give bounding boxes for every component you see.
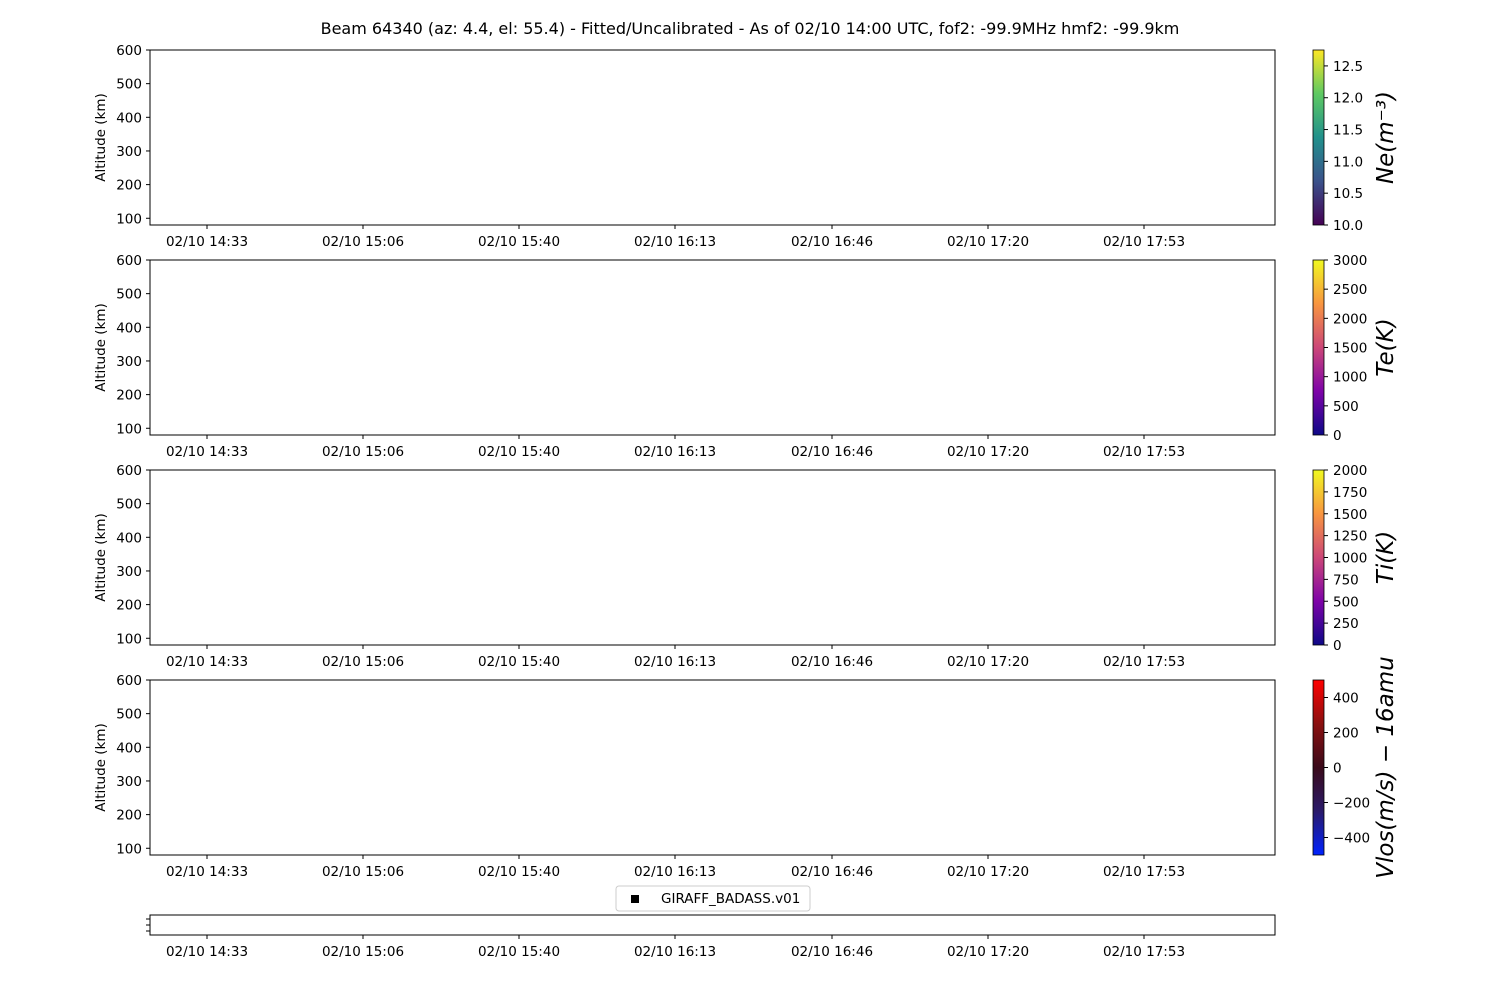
colorbar-tick-label: 12.5 <box>1333 58 1364 75</box>
y-tick-label: 100 <box>116 631 142 648</box>
colorbar-gradient <box>1313 50 1324 225</box>
colorbar-tick-label: −400 <box>1333 830 1371 847</box>
x-tick-label: 02/10 17:20 <box>946 234 1030 250</box>
x-tick-label: 02/10 15:06 <box>321 944 405 960</box>
y-tick-label: 100 <box>116 421 142 438</box>
colorbar-tick-label: 1250 <box>1333 528 1368 545</box>
bottom-strip-area <box>146 886 1275 960</box>
colorbar-tick-label: 200 <box>1333 725 1359 742</box>
colorbar-tick-label: 10.5 <box>1333 186 1364 203</box>
colorbar-tick-label: 500 <box>1333 594 1359 611</box>
colorbar-tick-label: 12.0 <box>1333 90 1364 107</box>
panel-1 <box>93 43 1399 250</box>
x-tick-label: 02/10 15:40 <box>477 654 561 670</box>
y-tick-label: 500 <box>116 706 142 723</box>
bottom-strip-axis <box>146 915 1275 960</box>
y-axis-label: Altitude (km) <box>93 303 109 392</box>
x-tick-label: 02/10 16:46 <box>790 864 874 880</box>
colorbar-tick-label: −200 <box>1333 795 1371 812</box>
x-tick-label: 02/10 14:33 <box>165 444 249 460</box>
x-tick-label: 02/10 14:33 <box>165 654 249 670</box>
x-tick-label: 02/10 17:20 <box>946 654 1030 670</box>
x-tick-label: 02/10 16:13 <box>633 654 717 670</box>
colorbar-label: Vlos(m/s) − 16amu <box>1373 656 1399 879</box>
colorbar-gradient <box>1313 680 1324 855</box>
x-tick-label: 02/10 15:40 <box>477 444 561 460</box>
colorbar-tick-label: 3000 <box>1333 253 1368 269</box>
colorbar-tick-label: 1500 <box>1333 340 1368 357</box>
colorbar <box>1313 656 1399 879</box>
x-tick-label: 02/10 14:33 <box>165 864 249 880</box>
colorbar-gradient <box>1313 470 1324 645</box>
x-tick-label: 02/10 15:06 <box>321 864 405 880</box>
plot-area <box>150 260 1275 435</box>
colorbar-tick-label: 500 <box>1333 398 1359 415</box>
x-tick-label: 02/10 17:53 <box>1102 654 1186 670</box>
colorbar-tick-label: 11.0 <box>1333 154 1364 171</box>
x-tick-label: 02/10 16:13 <box>633 864 717 880</box>
y-tick-label: 200 <box>116 177 142 194</box>
plot-area <box>150 470 1275 645</box>
colorbar <box>1313 253 1399 444</box>
y-axis-label: Altitude (km) <box>93 723 109 812</box>
y-tick-label: 200 <box>116 597 142 614</box>
colorbar-tick-label: 400 <box>1333 690 1359 707</box>
colorbar-tick-label: 1000 <box>1333 369 1368 386</box>
colorbar-label: Ti(K) <box>1373 530 1399 585</box>
x-tick-label: 02/10 17:20 <box>946 444 1030 460</box>
x-tick-label: 02/10 16:46 <box>790 944 874 960</box>
x-tick-label: 02/10 17:53 <box>1102 444 1186 460</box>
x-tick-label: 02/10 15:40 <box>477 864 561 880</box>
chart-title: Beam 64340 (az: 4.4, el: 55.4) - Fitted/Uncalibrated - As of 02/10 14:00 UTC, fof2: -99.9MHz hmf2: -99.9km <box>320 19 1180 38</box>
colorbar <box>1313 463 1399 654</box>
colorbar-tick-label: 2500 <box>1333 282 1368 299</box>
x-tick-label: 02/10 17:53 <box>1102 944 1186 960</box>
colorbar-tick-label: 750 <box>1333 572 1359 589</box>
y-axis-label: Altitude (km) <box>93 513 109 602</box>
panel-2 <box>93 253 1399 460</box>
y-tick-label: 400 <box>116 110 142 127</box>
y-tick-label: 100 <box>116 211 142 228</box>
x-tick-label: 02/10 15:40 <box>477 944 561 960</box>
panels <box>93 43 1399 880</box>
legend <box>616 886 810 911</box>
y-tick-label: 300 <box>116 563 142 580</box>
colorbar-tick-label: 1000 <box>1333 550 1368 567</box>
panel-3 <box>93 463 1399 670</box>
colorbar-gradient <box>1313 260 1324 435</box>
x-tick-label: 02/10 16:46 <box>790 654 874 670</box>
colorbar-tick-label: 0 <box>1333 760 1342 777</box>
colorbar-label: Te(K) <box>1373 318 1399 377</box>
plot-area <box>150 680 1275 855</box>
y-tick-label: 400 <box>116 740 142 757</box>
x-tick-label: 02/10 15:06 <box>321 234 405 250</box>
y-tick-label: 600 <box>116 463 142 479</box>
colorbar-tick-label: 0 <box>1333 428 1342 444</box>
y-tick-label: 600 <box>116 673 142 689</box>
y-tick-label: 100 <box>116 841 142 858</box>
y-axis-label: Altitude (km) <box>93 93 109 182</box>
colorbar-tick-label: 0 <box>1333 638 1342 654</box>
x-tick-label: 02/10 17:53 <box>1102 864 1186 880</box>
y-tick-label: 300 <box>116 773 142 790</box>
colorbar-label: Ne(m⁻³) <box>1373 90 1399 185</box>
legend-entry: GIRAFF_BADASS.v01 <box>661 891 801 907</box>
colorbar <box>1313 50 1399 234</box>
x-tick-label: 02/10 16:46 <box>790 234 874 250</box>
colorbar-tick-label: 1500 <box>1333 506 1368 523</box>
y-tick-label: 200 <box>116 387 142 404</box>
colorbar-tick-label: 11.5 <box>1333 122 1364 139</box>
y-tick-label: 300 <box>116 143 142 160</box>
x-tick-label: 02/10 16:46 <box>790 444 874 460</box>
x-tick-label: 02/10 16:13 <box>633 944 717 960</box>
y-tick-label: 600 <box>116 253 142 269</box>
x-tick-label: 02/10 17:53 <box>1102 234 1186 250</box>
colorbar-tick-label: 2000 <box>1333 311 1368 328</box>
plot-area <box>150 50 1275 225</box>
y-tick-label: 500 <box>116 496 142 513</box>
y-tick-label: 600 <box>116 43 142 59</box>
x-tick-label: 02/10 15:40 <box>477 234 561 250</box>
x-tick-label: 02/10 15:06 <box>321 444 405 460</box>
strip-plot-area <box>150 915 1275 935</box>
x-tick-label: 02/10 14:33 <box>165 234 249 250</box>
y-tick-label: 500 <box>116 286 142 303</box>
x-tick-label: 02/10 15:06 <box>321 654 405 670</box>
colorbar-tick-label: 10.0 <box>1333 218 1364 234</box>
x-tick-label: 02/10 16:13 <box>633 234 717 250</box>
x-tick-label: 02/10 17:20 <box>946 944 1030 960</box>
y-tick-label: 200 <box>116 807 142 824</box>
x-tick-label: 02/10 17:20 <box>946 864 1030 880</box>
y-tick-label: 300 <box>116 353 142 370</box>
legend-marker <box>631 895 639 903</box>
colorbar-tick-label: 250 <box>1333 616 1359 633</box>
y-tick-label: 400 <box>116 530 142 547</box>
y-tick-label: 400 <box>116 320 142 337</box>
colorbar-tick-label: 2000 <box>1333 463 1368 479</box>
y-tick-label: 500 <box>116 76 142 93</box>
colorbar-tick-label: 1750 <box>1333 484 1368 501</box>
x-tick-label: 02/10 14:33 <box>165 944 249 960</box>
panel-4 <box>93 656 1399 880</box>
x-tick-label: 02/10 16:13 <box>633 444 717 460</box>
